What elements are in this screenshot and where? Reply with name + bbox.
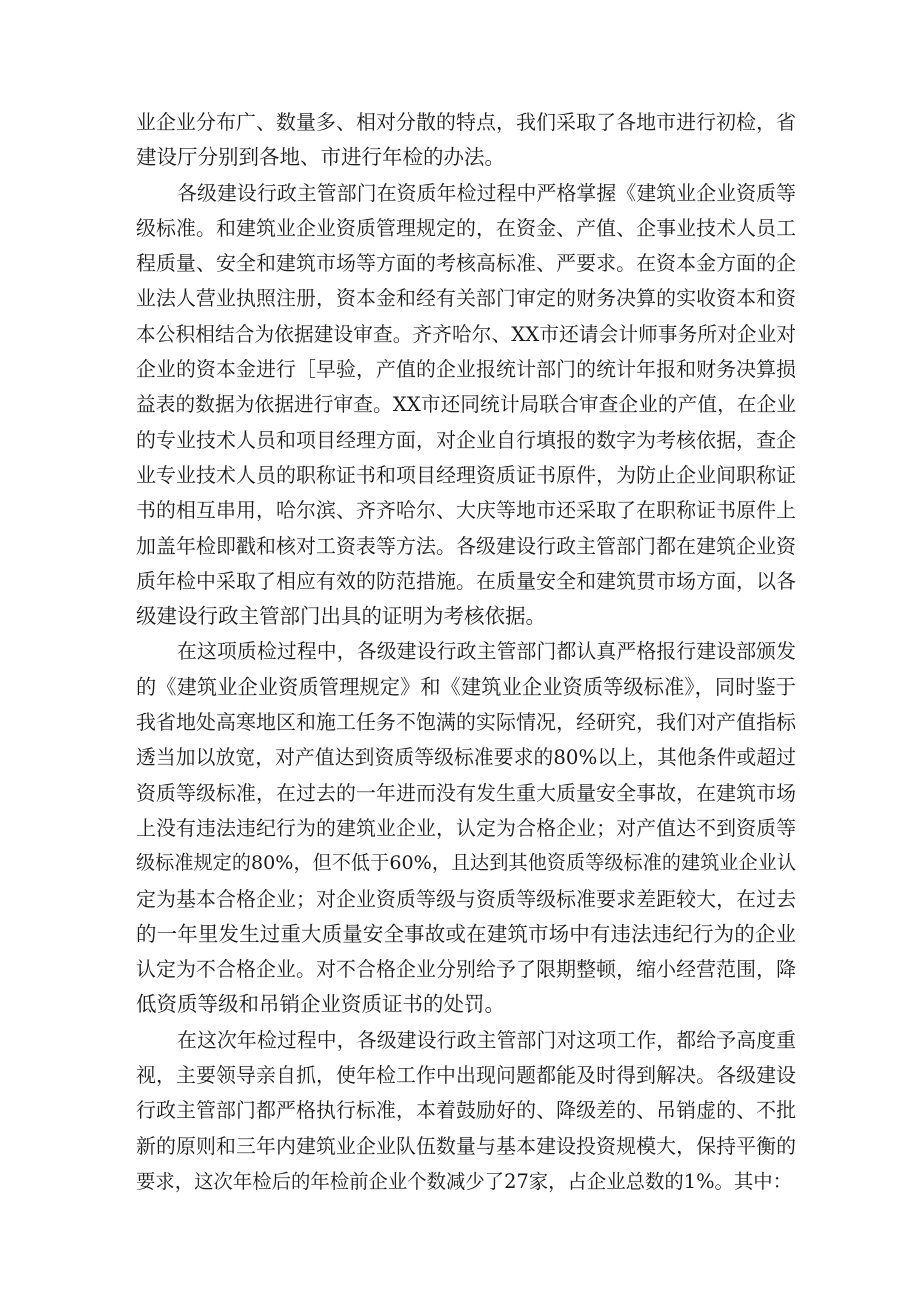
text-line: 的专业技术人员和项目经理方面，对企业自行填报的数字为考核依据，查企 xyxy=(136,428,796,452)
text-line: 加盖年检即戳和核对工资表等方法。各级建设行政主管部门都在建筑企业资 xyxy=(136,534,796,558)
text-line: 透当加以放宽，对产值达到资质等级标准要求的80%以上，其他条件或超过 xyxy=(136,746,796,770)
text-line: 级建设行政主管部门出具的证明为考核依据。 xyxy=(136,604,546,629)
text-line: 在这次年检过程中，各级建设行政主管部门对这项工作，都给予高度重 xyxy=(177,1028,796,1052)
text-line: 建设厅分别到各地、市进行年检的办法。 xyxy=(136,145,505,170)
text-line: 益表的数据为依据进行审查。XX市还同统计局联合审查企业的产值，在企业 xyxy=(136,393,796,417)
text-line: 质年检中采取了相应有效的防范措施。在质量安全和建筑贯市场方面，以各 xyxy=(136,569,796,593)
text-line: 级标准规定的80%，但不低于60%，且达到其他资质等级标准的建筑业企业认 xyxy=(136,852,796,875)
paragraph xyxy=(136,105,796,176)
text-line: 的《建筑业企业资质管理规定》和《建筑业企业资质等级标准》，同时鉴于 xyxy=(136,674,796,699)
text-line: 资质等级标准，在过去的一年进而没有发生重大质量安全事故，在建筑市场 xyxy=(136,781,796,805)
text-line: 业专业技术人员的职称证书和项目经理资质证书原件，为防止企业间职称证 xyxy=(136,463,796,487)
text-line: 视，主要领导亲自抓，使年检工作中出现问题都能及时得到解决。各级建设 xyxy=(136,1064,796,1088)
text-line: 要求，这次年检后的年检前企业个数减少了27家，占企业总数的1%。其中： xyxy=(136,1169,793,1193)
text-line: 行政主管部门都严格执行标准，本着鼓励好的、降级差的、吊销虚的、不批 xyxy=(136,1099,796,1123)
text-line: 的一年里发生过重大质量安全事故或在建筑市场中有违法违纪行为的企业 xyxy=(136,921,796,946)
text-line: 在这项质检过程中，各级建设行政主管部门都认真严格报行建设部颁发 xyxy=(177,640,796,664)
body-text xyxy=(136,105,796,1199)
text-line: 上没有违法违纪行为的建筑业企业，认定为合格企业；对产值达不到资质等 xyxy=(136,816,796,840)
text-line: 程质量、安全和建筑市场等方面的考核高标准、严要求。在资本金方面的企 xyxy=(136,252,796,276)
text-line: 新的原则和三年内建筑业企业队伍数量与基本建设投资规模大，保持平衡的 xyxy=(136,1134,796,1158)
text-line: 认定为不合格企业。对不合格企业分别给予了限期整顿，缩小经营范围，降 xyxy=(136,958,796,982)
paragraph xyxy=(136,634,796,1022)
text-line: 业企业分布广、数量多、相对分散的特点，我们采取了各地市进行初检，省 xyxy=(136,111,796,134)
text-line: 我省地处高寒地区和施工任务不饱满的实际情况，经研究，我们对产值指标 xyxy=(136,711,796,735)
text-line: 定为基本合格企业；对企业资质等级与资质等级标准要求差距较大，在过去 xyxy=(136,887,796,911)
text-line: 书的相互串用，哈尔滨、齐齐哈尔、大庆等地市还采取了在职称证书原件上 xyxy=(136,499,796,523)
text-line: 企业的资本金进行［早验，产值的企业报统计部门的统计年报和财务决算损 xyxy=(136,358,796,382)
text-line: 级标准。和建筑业企业资质管理规定的，在资金、产值、企事业技术人员工 xyxy=(136,216,796,240)
text-line: 低资质等级和吊销企业资质证书的处罚。 xyxy=(136,992,505,1017)
paragraph xyxy=(136,1023,796,1199)
text-line: 本公积相结合为依据建设审查。齐齐哈尔、XX市还请会计师事务所对企业对 xyxy=(136,322,796,346)
paragraph xyxy=(136,176,796,635)
text-line: 业法人营业执照注册，资本金和经有关部门审定的财务决算的实收资本和资 xyxy=(136,287,796,311)
text-line: 各级建设行政主管部门在资质年检过程中严格掌握《建筑业企业资质等 xyxy=(177,181,796,205)
